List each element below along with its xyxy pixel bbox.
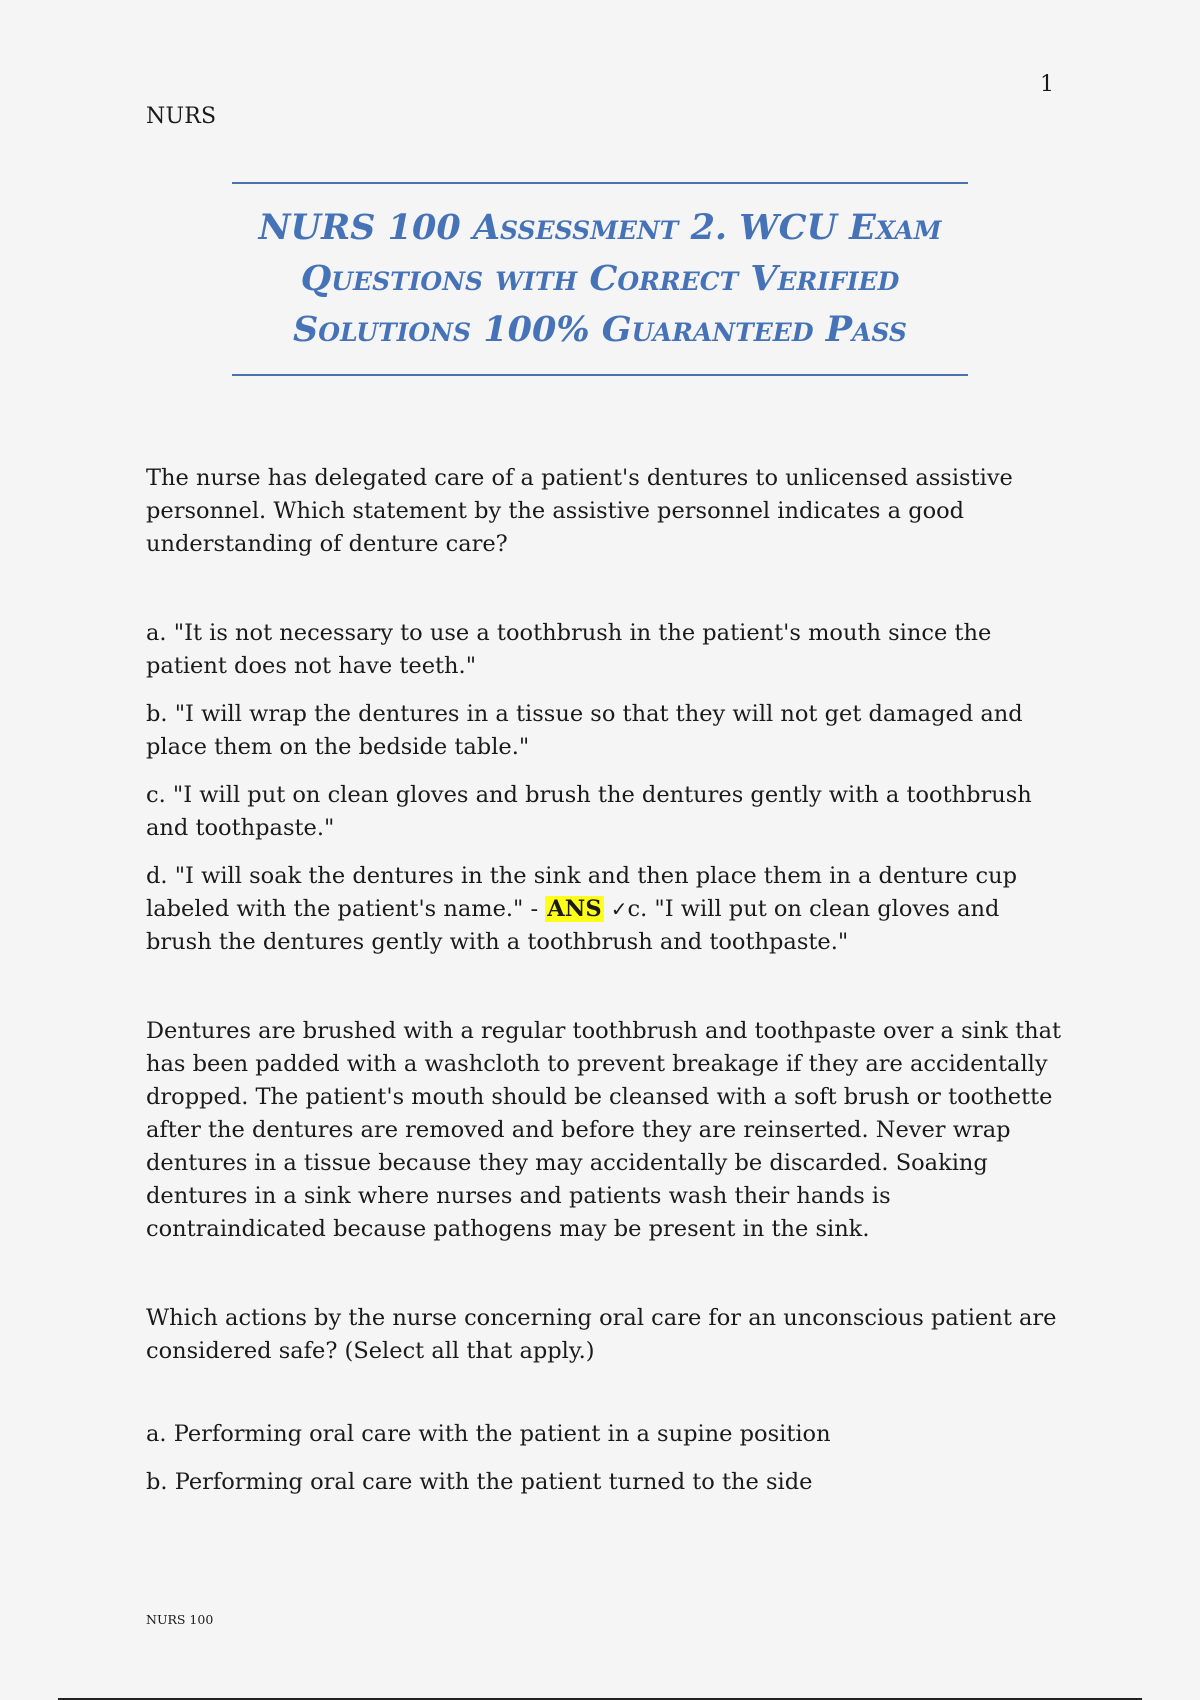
title-bottom-rule xyxy=(232,374,968,376)
question-1-option-b: b. "I will wrap the dentures in a tissue so that they will not get damaged and place them on the bedside table." xyxy=(146,701,1023,760)
title-line-1: NURS 100 Assessment 2. WCU Exam xyxy=(258,207,942,248)
question-1-explanation: Dentures are brushed with a regular toothbrush and toothpaste over a sink that has been padded with a washcloth to prevent breakage if they are accidentally dropped. The patient's mouth should be cleansed with a soft brush or toothette after the dentures are removed and before they are reinserted. Never wrap dentures in a tissue because they may accidentally be discarded. Soaking dentures in a sink where nurses and patients wash their hands is contraindicated because pathogens may be present in the sink. xyxy=(146,1018,1062,1242)
title-line-3: Solutions 100% Guaranteed Pass xyxy=(293,309,907,350)
question-1-option-d: d. "I will soak the dentures in the sink and then place them in a denture cup labeled with the patient's name." - xyxy=(146,863,1017,922)
footer-label: NURS 100 xyxy=(146,1612,214,1627)
question-1-option-c: c. "I will put on clean gloves and brush the dentures gently with a toothbrush and toothpaste." xyxy=(146,782,1032,841)
checkmark-icon: ✓ xyxy=(610,897,628,921)
answer-label: ANS xyxy=(547,896,602,922)
answer-text: c. "I will put on clean gloves and brush the dentures gently with a toothbrush and toothpaste." xyxy=(146,896,1000,955)
title-line-2: Questions with Correct Verified xyxy=(300,258,900,299)
question-1-stem: The nurse has delegated care of a patient's dentures to unlicensed assistive personnel. Which statement by the assistive personnel indicates a good understanding of denture care? xyxy=(146,465,1013,557)
question-2-option-b: b. Performing oral care with the patient turned to the side xyxy=(146,1469,813,1495)
running-header: NURS xyxy=(146,104,217,129)
document-title xyxy=(232,202,968,355)
question-1-option-a: a. "It is not necessary to use a toothbrush in the patient's mouth since the patient does not have teeth." xyxy=(146,620,992,679)
question-1-option-d-with-answer xyxy=(146,860,1066,959)
title-top-rule xyxy=(232,182,968,184)
page-number: 1 xyxy=(1040,72,1054,97)
document-body xyxy=(146,462,1066,1514)
question-2-stem: Which actions by the nurse concerning oral care for an unconscious patient are considered safe? (Select all that apply.) xyxy=(146,1305,1057,1364)
question-2-option-a: a. Performing oral care with the patient in a supine position xyxy=(146,1421,831,1447)
